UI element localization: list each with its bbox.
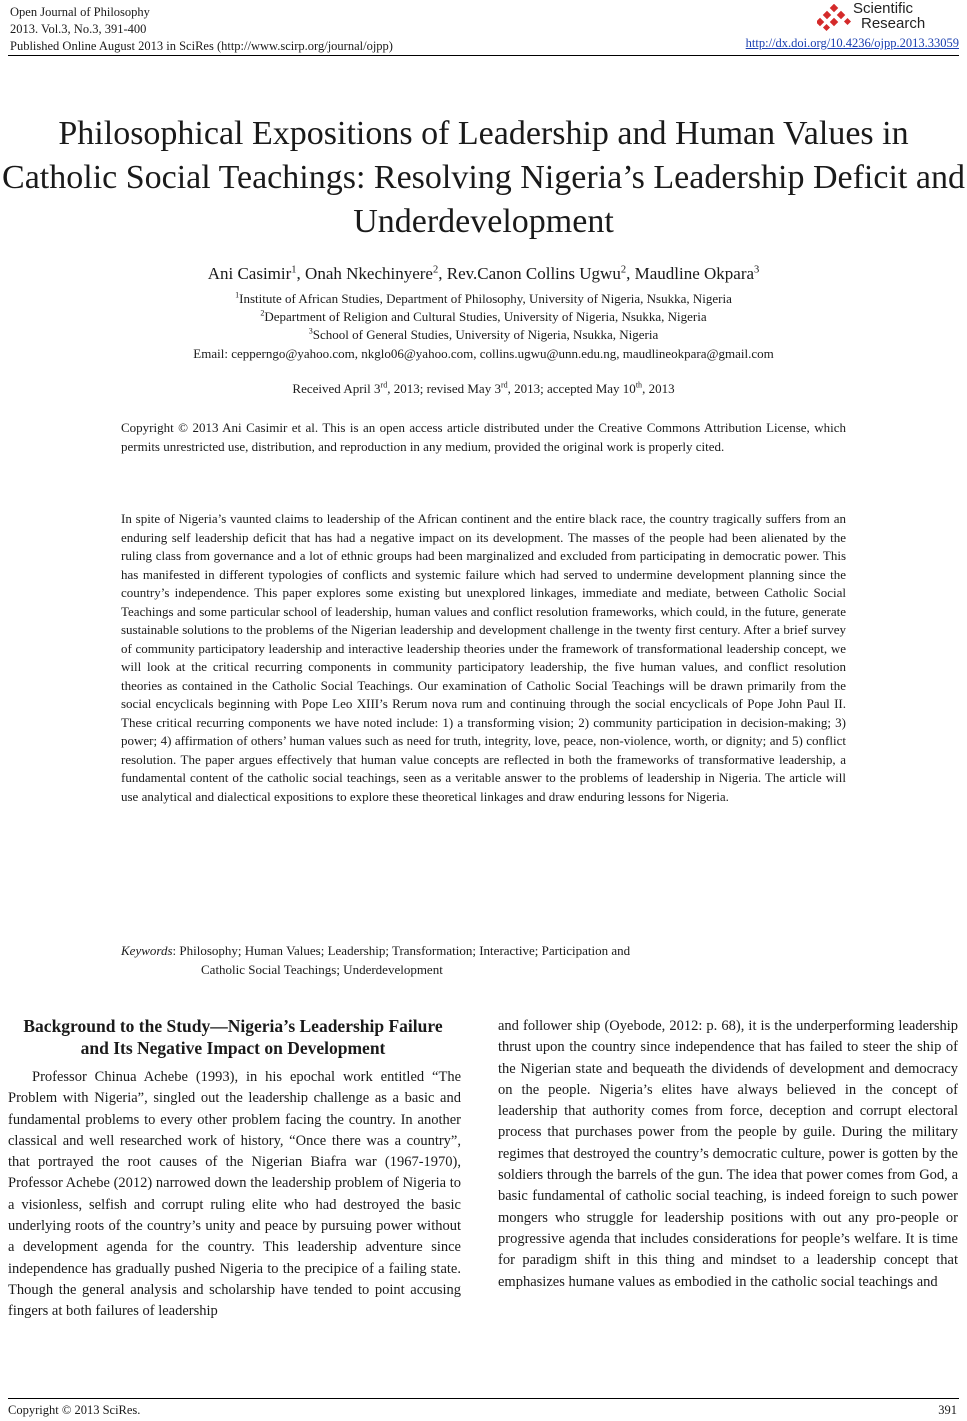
author-name: Maudline Okpara bbox=[634, 264, 755, 283]
keywords-label: Keywords bbox=[121, 943, 173, 958]
logo-mark-icon bbox=[817, 4, 851, 32]
journal-header bbox=[10, 4, 393, 55]
footer-rule bbox=[8, 1398, 959, 1399]
journal-volume: 2013. Vol.3, No.3, 391-400 bbox=[10, 22, 147, 36]
affiliation-3: $^3$School of General Studies, University of Nigeria, Nsukka, Nigeria bbox=[308, 326, 659, 342]
body-column-left: Professor Chinua Achebe (1993), in his epochal work entitled “The Problem with Nigeria”, singled out the leadership challenge as a basic and fundamental problems to every other problem facing the country. In another classical and well researched work of history, “Once there was a country”, that portrayed the root causes of the Nigerian Biafra war (1967-1970), Professor Achebe (2012) narrowed down the leadership problem of Nigeria to a visionless, selfish and corrupt ruling elite who had destroyed the basic underlying roots of the country’s unity and peace by pursuing power without a development agenda for the country. This leadership adventure since independence has gradually pushed Nigeria to the precipice of a failing state. Though the general analysis and scholarship have tended to point accusing fingers at both failures of leadership bbox=[8, 1069, 461, 1320]
abstract: In spite of Nigeria’s vaunted claims to leadership of the African continent and the entire black race, the country tragically suffers from an enduring self leadership deficit that has had a negative impact on its development. The masses of the people had been alienated by the ruling class from governance and a lot of ethnic groups had been marginalized and excluded from participating in democratic power. This has manifested in different typologies of conflicts and systemic failure which had served to undermine development planning since the country’s independence. This paper explores some existing but unexplored linkages, immediate and mediate, between Catholic Social Teachings and some particular school of leadership, human values and conflict resolution frameworks, which could, in the future, generate sustainable solutions to the problems of the Nigerian leadership and development challenge in the twenty first century. After a brief survey of community participatory leadership and interactive leadership theories under the framework of transformational leadership concept, we will look at the critical recurring components in community participatory leadership, the five human values, and conflict resolution theories as contained in the Catholic Social Teachings. Our examination of Catholic Social Teachings will be drawn primarily from the social encyclicals beginning with Pope Leo XIII’s Rerum nova rum and continuing through the social encyclicals of Pope John Paul II. These critical recurring components we have noted include: 1) a transforming vision; 2) community participation in decision-making; 3) power; 4) affirmation of others’ human values such as need for truth, integrity, love, peace, non-violence, worth, or dignity; and 5) conflict resolution. The paper argues effectively that human value concepts are reflected in both the frameworks of transformative leadership, a fundamental content of the catholic social teachings, seen as a veritable answer to the problems of leadership in Nigeria. The article will use analytical and dialectical expositions to explore these theoretical linkages and draw enduring lessons for Nigeria. bbox=[121, 511, 846, 804]
paper-title: Philosophical Expositions of Leadership and Human Values in Catholic Social Teachings: Resolving Nigeria’s Leadership Deficit and Underdevelopment bbox=[2, 115, 965, 240]
author-list: Ani Casimir$^1$, Onah Nkechinyere$^2$, Rev.Canon Collins Ugwu$^2$, Maudline Okpara$^3$ bbox=[207, 264, 760, 283]
body-column-right: and follower ship (Oyebode, 2012: p. 68), it is the underperforming leadership thrust upon the country since independence that has failed to steer the ship of the Nigerian state and bequeath the dividends of development and democracy on the people. Nigeria’s elites have always believed in the concept of leadership that authority comes from force, deception and corrupt electoral process that purchases power from the people by guile. During the military regimes that destroyed the country’s democratic culture, power is gotten by the soldiers through the barrels of the gun. The idea that power comes from God, a basic fundamental of catholic social teaching, is indeed foreign to such power mongers who struggle for leadership positions with out any pro-people or progressive agenda that includes considerations for people’s welfare. It is time for paradigm shift in this thing and mindset to a leadership concept that emphasizes humane values as embodied in the catholic social teachings and bbox=[498, 1018, 958, 1290]
copyright-notice: Copyright © 2013 Ani Casimir et al. This is an open access article distributed under the Creative Commons Attribution License, which permits unrestricted use, distribution, and reproduction in any medium, provided the original work is properly cited. bbox=[121, 420, 846, 454]
journal-name: Open Journal of Philosophy bbox=[10, 5, 150, 19]
author-emails: Email: cepperngo@yahoo.com, nkglo06@yahoo.com, collins.ugwu@unn.edu.ng, maudlineokpara@gmail.com bbox=[193, 346, 774, 361]
author-name: Ani Casimir bbox=[207, 264, 292, 283]
author-name: Rev.Canon Collins Ugwu bbox=[446, 264, 621, 283]
page-number: 391 bbox=[938, 1403, 957, 1417]
footer-copyright: Copyright © 2013 SciRes. bbox=[8, 1403, 141, 1417]
keywords: Keywords: Philosophy; Human Values; Leadership; Transformation; Interactive; Participation and Catholic Social Teachings; Underdevelopment bbox=[121, 943, 631, 977]
doi-line bbox=[746, 36, 959, 51]
header-rule bbox=[8, 55, 959, 56]
affiliation-2: $^2$Department of Religion and Cultural Studies, University of Nigeria, Nsukka, Nigeria bbox=[260, 308, 707, 324]
scientific-research-logo bbox=[813, 0, 963, 40]
affiliation-1: $^1$Institute of African Studies, Department of Philosophy, University of Nigeria, Nsukka, Nigeria bbox=[235, 290, 732, 306]
section-heading: Background to the Study—Nigeria’s Leadership Failure and Its Negative Impact on Development bbox=[23, 1016, 443, 1058]
received-dates: Received April 3rd, 2013; revised May 3rd, 2013; accepted May 10th, 2013 bbox=[292, 380, 675, 396]
logo-text: Scientific Research bbox=[853, 0, 926, 32]
doi-link[interactable]: http://dx.doi.org/10.4236/ojpp.2013.33059 bbox=[745, 36, 959, 50]
published-line: Published Online August 2013 in SciRes (http://www.scirp.org/journal/ojpp) bbox=[10, 39, 393, 53]
author-name: Onah Nkechinyere bbox=[305, 264, 433, 283]
